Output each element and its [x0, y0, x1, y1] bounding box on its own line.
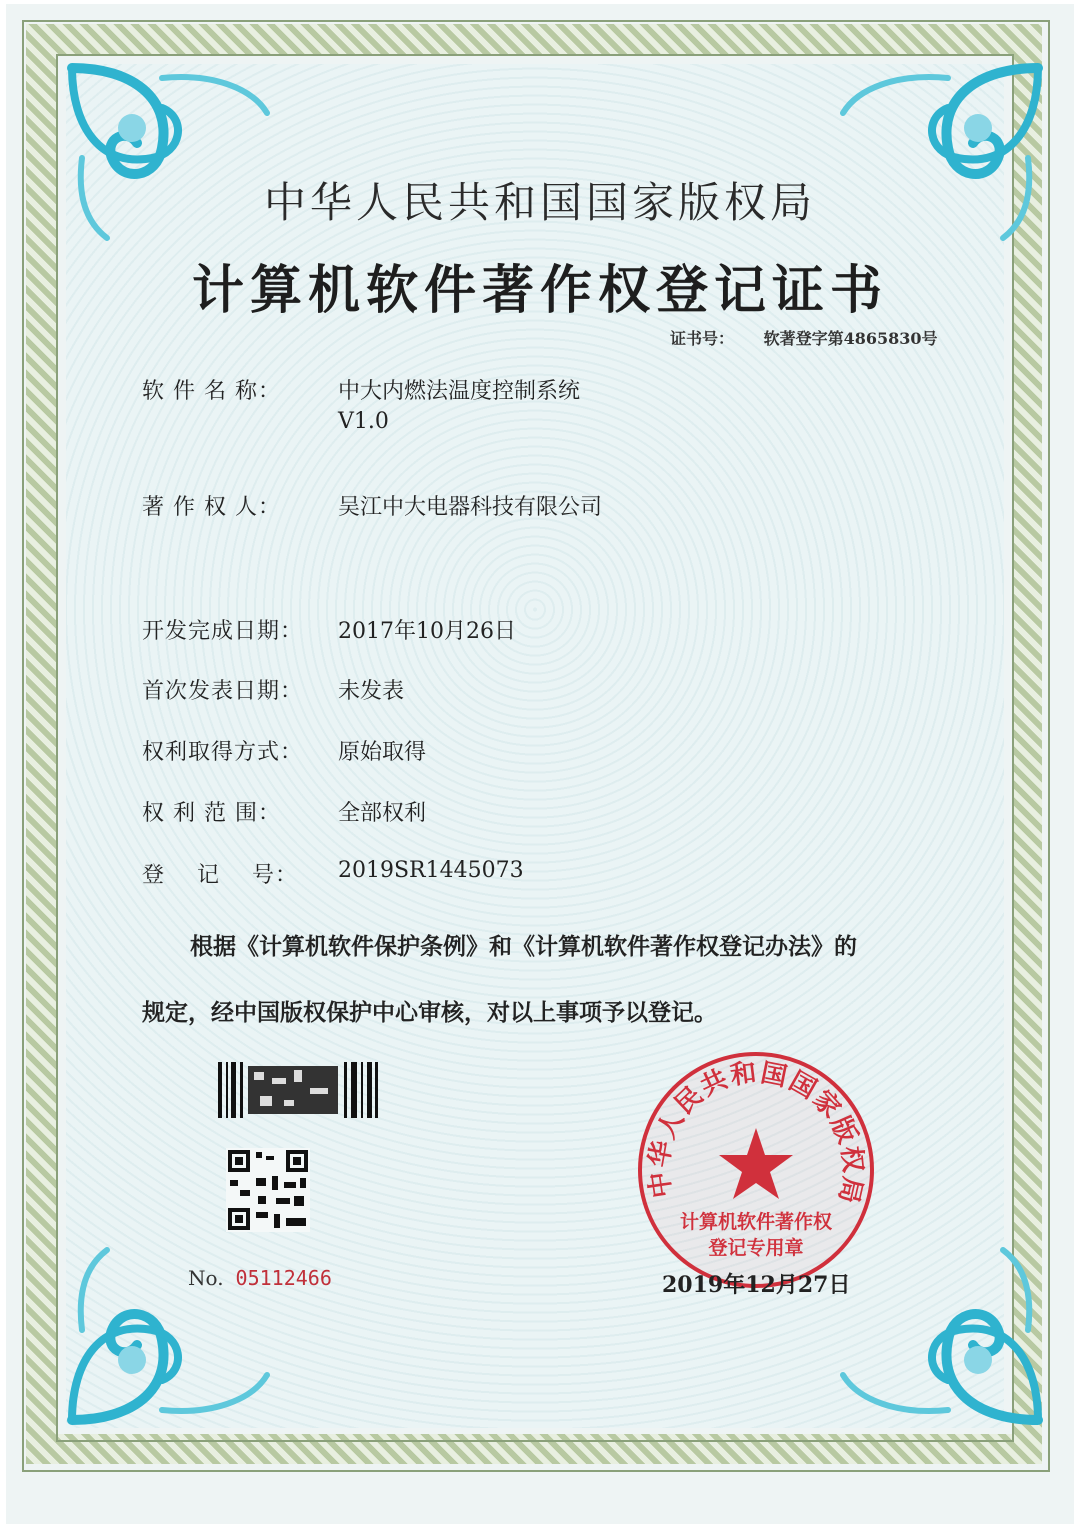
certificate-number: [670, 326, 938, 349]
field-value: 未发表: [338, 679, 405, 704]
field-value: 吴江中大电器科技有限公司: [338, 495, 603, 520]
official-seal: [632, 1046, 880, 1294]
legal-statement-line-2: 规定，经中国版权保护中心审核，对以上事项予以登记。: [142, 999, 717, 1026]
field-label: 首次发表日期：: [142, 679, 304, 704]
certificate-number-value: 软著登字第4865830号: [763, 329, 938, 348]
field-first-publication-date: [142, 674, 404, 705]
field-software-name: [142, 374, 580, 434]
field-label: 权 利 范 围：: [142, 801, 281, 826]
field-value: 全部权利: [338, 801, 427, 826]
field-copyright-owner: [142, 490, 602, 521]
serial-number-label: No.: [188, 1266, 224, 1290]
field-label: 权利取得方式：: [142, 740, 304, 765]
legal-statement: [142, 914, 962, 1046]
field-value: 2017年10月26日: [338, 619, 516, 644]
field-label: 开发完成日期：: [142, 619, 304, 644]
field-label: 著 作 权 人：: [142, 495, 281, 520]
legal-statement-line-1: 根据《计算机软件保护条例》和《计算机软件著作权登记办法》的: [190, 933, 857, 960]
issuing-authority: 中华人民共和国国家版权局: [263, 178, 816, 227]
field-value: 2019SR1445073: [338, 858, 524, 883]
seal-line-1: 计算机软件著作权: [679, 1211, 833, 1233]
field-label: 软 件 名 称：: [142, 379, 281, 404]
field-value: [338, 374, 580, 434]
certificate-number-label: 证书号：: [670, 329, 735, 348]
field-development-date: [142, 614, 516, 645]
seal-ring-text: 中华人民共和国国家版权局: [644, 1057, 868, 1208]
barcode: [218, 1062, 378, 1118]
serial-number-value: 05112466: [235, 1266, 332, 1290]
field-registration-number: [142, 858, 524, 889]
field-acquisition-method: [142, 735, 426, 766]
certificate-title: 计算机软件著作权登记证书: [191, 260, 888, 321]
software-version: V1.0: [338, 409, 389, 434]
software-name: 中大内燃法温度控制系统: [338, 379, 581, 404]
issue-date: 2019年12月27日: [662, 1272, 851, 1298]
field-label: 登 记 号：: [142, 863, 298, 888]
field-rights-scope: [142, 796, 426, 827]
serial-number: [188, 1266, 332, 1290]
seal-line-2: 登记专用章: [708, 1237, 804, 1259]
qr-code: [226, 1148, 310, 1232]
field-value: 原始取得: [338, 740, 427, 765]
